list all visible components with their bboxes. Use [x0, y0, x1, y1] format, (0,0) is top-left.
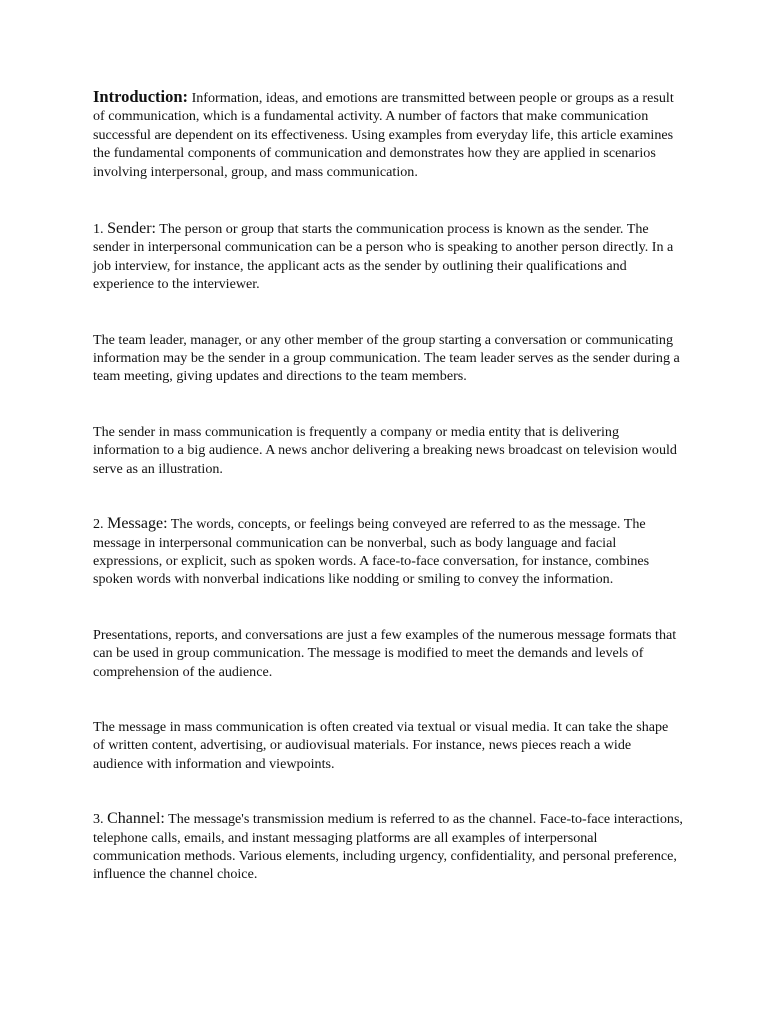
channel-heading: Channel: [107, 810, 165, 828]
intro-paragraph [93, 88, 683, 181]
sender-paragraph [93, 220, 683, 294]
sender-mass-paragraph: The sender in mass communication is frequently a company or media entity that is delivering information to a big audience. A news anchor delivering a breaking news broadcast on television would serve as an illustration. [93, 423, 677, 477]
channel-body: The message's transmission medium is referred to as the channel. Face-to-face interactions, telephone calls, emails, and instant messaging platforms are all examples of interpersonal communication methods. Various elements, including urgency, confidentiality, and personal preference, influence the channel choice. [93, 811, 683, 883]
message-paragraph [93, 515, 683, 589]
intro-heading: Introduction: [93, 87, 189, 106]
message-body: The words, concepts, or feelings being conveyed are referred to as the message. The message in interpersonal communication can be nonverbal, such as body language and facial expressions, or explicit, such as spoken words. A face-to-face conversation, for instance, combines spoken words with nonverbal indications like nodding or smiling to convey the information. [93, 516, 650, 588]
message-number: 2. [93, 516, 108, 533]
intro-body: Information, ideas, and emotions are transmitted between people or groups as a result of communication, which is a fundamental activity. A number of factors that make communication successful are dependent on its effectiveness. Using examples from everyday life, this article examines the fundamental components of communication and demonstrates how they are applied in scenarios involving interpersonal, group, and mass communication. [93, 90, 674, 180]
document-page [93, 88, 683, 884]
sender-number: 1. [93, 221, 108, 238]
channel-paragraph [93, 810, 683, 884]
sender-group-paragraph: The team leader, manager, or any other member of the group starting a conversation or communicating information may be the sender in a group communication. The team leader serves as the sender during a team meeting, giving updates and directions to the team members. [93, 331, 680, 385]
sender-heading: Sender: [107, 220, 156, 238]
message-mass-paragraph: The message in mass communication is often created via textual or visual media. It can take the shape of written content, advertising, or audiovisual materials. For instance, news pieces reach a wide audience with information and viewpoints. [93, 718, 669, 772]
message-group-paragraph: Presentations, reports, and conversations are just a few examples of the numerous message formats that can be used in group communication. The message is modified to meet the demands and levels of comprehension of the audience. [93, 626, 677, 680]
channel-number: 3. [93, 811, 108, 828]
sender-body: The person or group that starts the communication process is known as the sender. The sender in interpersonal communication can be a person who is speaking to another person directly. In a job interview, for instance, the applicant acts as the sender by outlining their qualifications and experience to the interviewer. [93, 221, 674, 293]
message-heading: Message: [107, 515, 168, 533]
